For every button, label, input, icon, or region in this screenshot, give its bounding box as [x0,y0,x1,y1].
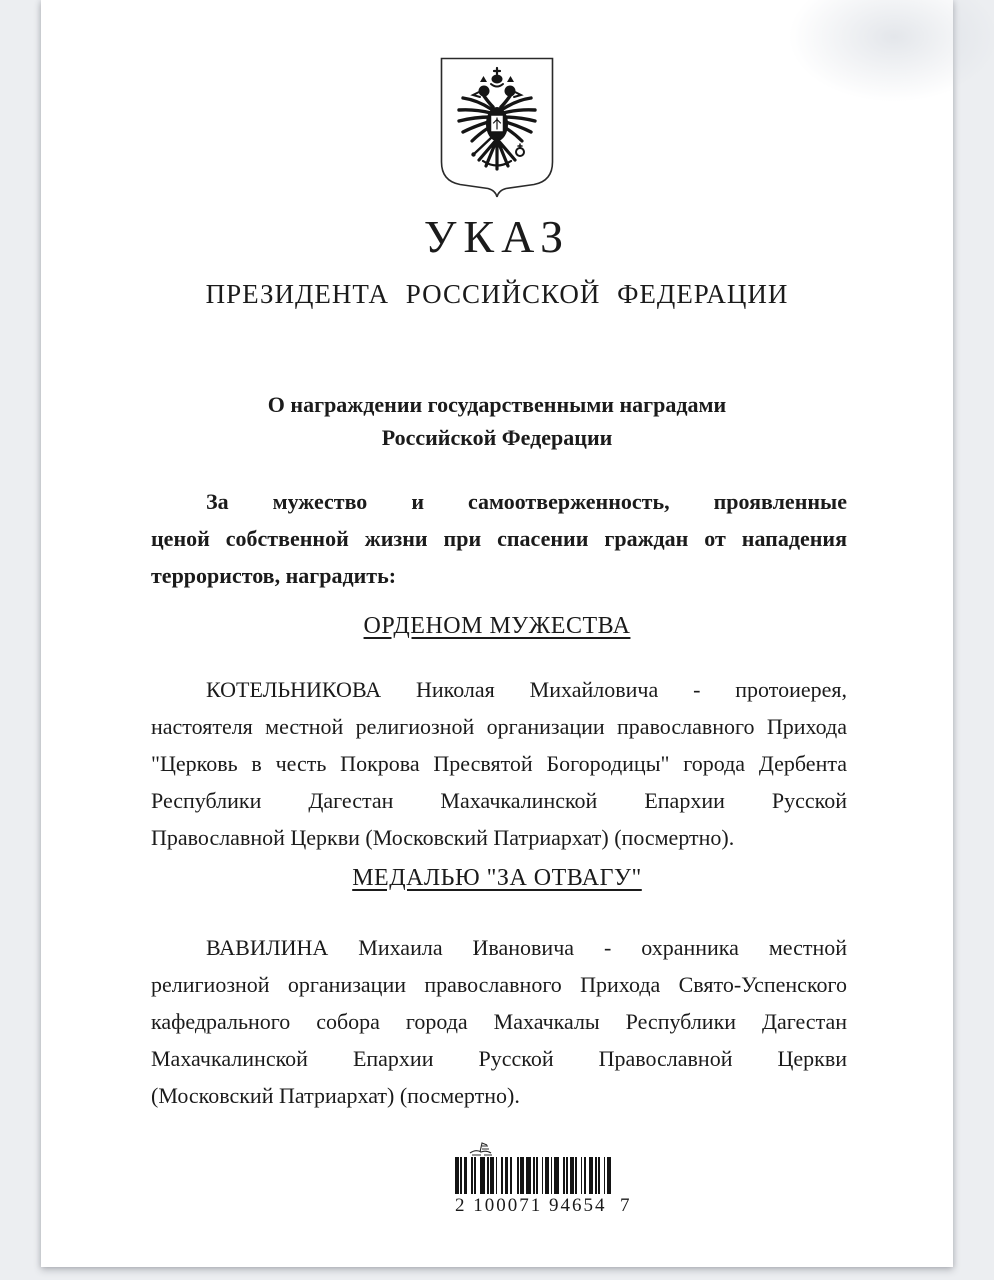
document-sheet [41,0,953,1267]
award-text-line: (Московский Патриархат) (посмертно). [151,1083,520,1108]
award-text-line: Республики Дагестан Махачкалинской Епархии Русской [151,788,847,813]
award-text-line: КОТЕЛЬНИКОВА Николая Михайловича - протоиерея, [206,677,847,702]
publication-mark-icon [467,1139,497,1157]
decree-subject [41,388,953,454]
barcode [455,1139,632,1217]
decree-preamble [151,483,847,594]
award-text-line: ВАВИЛИНА Михаила Ивановича - охранника местной [206,935,847,960]
barcode-number: 2 100071 94654 7 [455,1195,632,1216]
preamble-line: За мужество и самоотверженность, проявленные [206,489,847,514]
award-section-heading-medal-for-bravery: МЕДАЛЬЮ "ЗА ОТВАГУ" [352,865,642,891]
preamble-line: террористов, наградить: [151,563,397,588]
award-text-line: "Церковь в честь Покрова Пресвятой Богородицы" города Дербента [151,751,847,776]
subject-line-2: Российской Федерации [381,425,613,450]
preamble-line: ценой собственной жизни при спасении граждан от нападения [151,526,847,551]
decree-issuer: ПРЕЗИДЕНТА РОССИЙСКОЙ ФЕДЕРАЦИИ [205,279,789,309]
award-recipient-paragraph [151,929,847,1114]
award-text-line: кафедрального собора города Махачкалы Республики Дагестан [151,1009,847,1034]
award-text-line: настоятеля местной религиозной организации православного Прихода [151,714,847,739]
award-section-heading-order-of-courage: ОРДЕНОМ МУЖЕСТВА [363,613,631,639]
award-text-line: Махачкалинской Епархии Русской Православной Церкви [151,1046,847,1071]
barcode-gap [611,1157,613,1194]
award-text-line: Православной Церкви (Московский Патриархат) (посмертно). [151,825,735,850]
barcode-bars [455,1157,613,1194]
subject-line-1: О награждении государственными наградами [267,392,727,417]
decree-title: УКАЗ [423,211,571,262]
award-text-line: религиозной организации православного Прихода Свято-Успенского [151,972,847,997]
award-recipient-paragraph [151,671,847,856]
russian-coat-of-arms-icon [440,57,554,199]
scan-shadow [789,0,994,102]
